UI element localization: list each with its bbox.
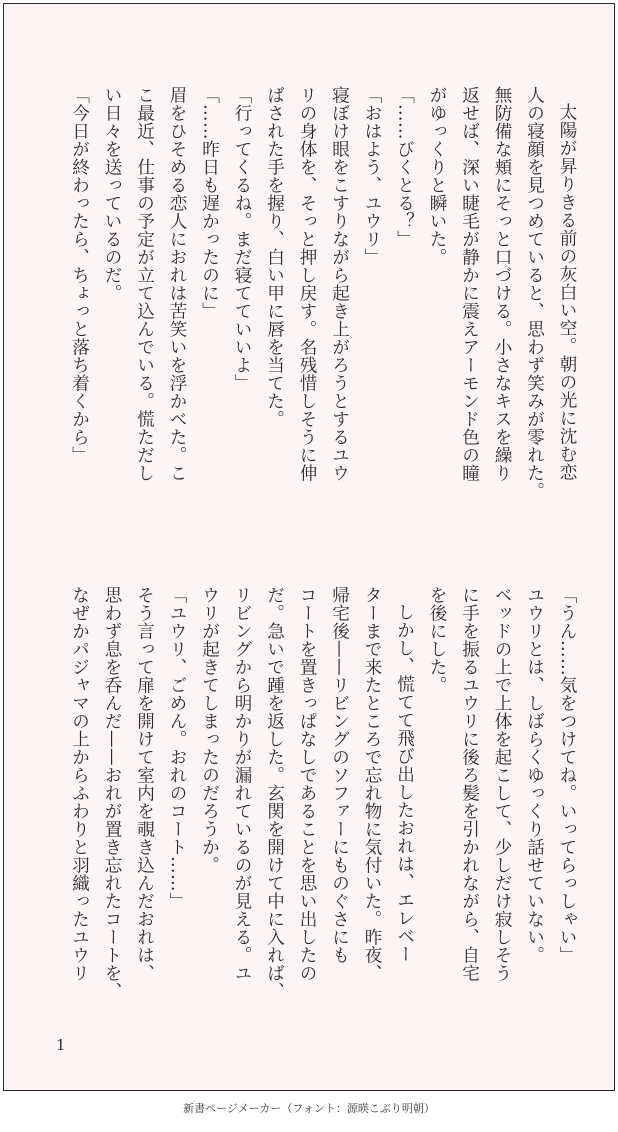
lower-text-line: リビングから明かりが漏れているのが見える。ユ bbox=[232, 586, 252, 982]
page-number: 1 bbox=[56, 1036, 66, 1054]
lower-text-line: ターまで来たところで忘れ物に気付いた。昨夜、 bbox=[362, 586, 382, 982]
lower-text-line: そう言って扉を開けて室内を覗き込んだおれは、 bbox=[134, 586, 155, 982]
upper-text-line: 「今日が終わったら、ちょっと落ち着くから」 bbox=[69, 86, 90, 464]
lower-text-line: 帰宅後——リビングのソファーにものぐさにも bbox=[329, 586, 350, 964]
upper-text-line: 「……昨日も遅かったのに」 bbox=[199, 86, 220, 320]
lower-text-line: に手を振るユウリに後ろ髪を引かれながら、自宅 bbox=[459, 586, 480, 982]
upper-text-line: がゆっくりと瞬いた。 bbox=[427, 86, 447, 266]
upper-text-line: こ最近、仕事の予定が立て込んでいる。慌ただし bbox=[134, 86, 155, 482]
upper-text-line: 寝ぼけ眼をこすりながら起き上がろうとするユウ bbox=[329, 86, 350, 482]
lower-text-line: ベッドの上で上体を起こして、少しだけ寂しそう bbox=[492, 586, 512, 982]
book-page bbox=[3, 3, 615, 1091]
lower-text-line: コートを置きっぱなしであることを思い出したの bbox=[297, 586, 317, 982]
lower-text-line: しかし、慌てて飛び出したおれは、エレベー bbox=[394, 603, 415, 963]
lower-text-line: ウリが起きてしまったのだろうか。 bbox=[199, 586, 220, 874]
lower-text-line: 思わず息を呑んだ——おれが置き忘れたコートを、 bbox=[102, 586, 122, 1000]
lower-text-line: なぜかパジャマの上からふわりと羽織ったユウリ bbox=[69, 586, 90, 982]
upper-text-line: い日々を送っているのだ。 bbox=[102, 86, 122, 302]
lower-text-line: だ。急いで踵を返した。玄関を開けて中に入れば、 bbox=[264, 586, 285, 1000]
upper-text-line: 「行ってくるね。まだ寝てていいよ」 bbox=[232, 86, 252, 392]
upper-text-line: 「おはよう、ユウリ」 bbox=[362, 86, 382, 266]
upper-text-block bbox=[4, 86, 614, 511]
upper-text-line: リの身体を、そっと押し戻す。名残惜しそうに伸 bbox=[297, 86, 317, 482]
upper-text-line: 無防備な頬にそっと口づける。小さなキスを繰り bbox=[492, 86, 512, 482]
upper-text-line: 眉をひそめる恋人におれは苦笑いを浮かべた。こ bbox=[167, 86, 187, 482]
upper-text-line: 太陽が昇りきる前の灰白い空。朝の光に沈む恋 bbox=[557, 103, 577, 481]
lower-text-block bbox=[4, 586, 614, 1011]
lower-text-line: を後にした。 bbox=[427, 586, 447, 694]
upper-text-line: 「……びくとる？」 bbox=[394, 86, 415, 248]
lower-text-line: ユウリとは、しばらくゆっくり話せていない。 bbox=[524, 586, 545, 964]
lower-text-line: 「ユウリ、ごめん。おれのコート……」 bbox=[167, 586, 187, 910]
lower-text-line: 「うん……気をつけてね。いってらっしゃい」 bbox=[557, 586, 577, 964]
upper-text-line: ばされた手を握り、白い甲に唇を当てた。 bbox=[264, 86, 285, 428]
upper-text-line: 人の寝顔を見つめていると、思わず笑みが零れた。 bbox=[524, 86, 545, 500]
footer-credit: 新書ページメーカー（フォント：源暎こぶり明朝） bbox=[183, 1102, 435, 1115]
upper-text-line: 返せば、深い睫毛が静かに震えアーモンド色の瞳 bbox=[459, 86, 480, 482]
